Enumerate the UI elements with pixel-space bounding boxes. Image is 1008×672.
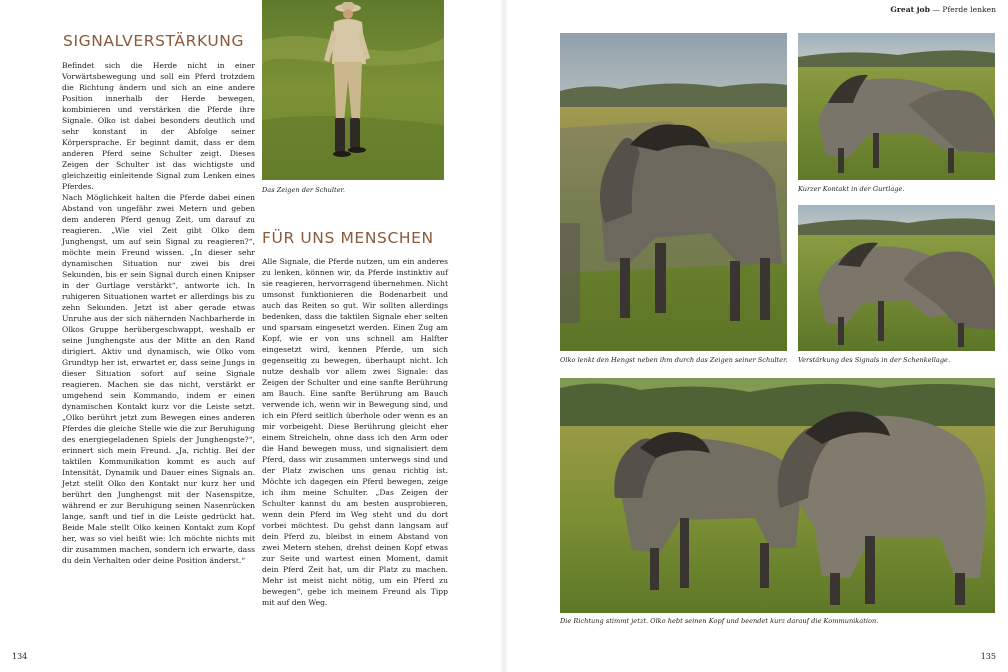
text-column-2 — [262, 256, 448, 608]
photo-olko-leading-stallion — [560, 33, 787, 351]
caption-shoulder: Das Zeigen der Schulter. — [262, 186, 346, 194]
caption-photo3: Verstärkung des Signals in der Schenkellage. — [798, 356, 951, 364]
running-header — [890, 5, 996, 14]
photo-reinforce-flank — [798, 205, 995, 351]
header-chapter: Pferde lenken — [942, 5, 996, 14]
caption-photo1: Olko lenkt den Hengst neben ihm durch das Zeigen seiner Schulter. — [560, 356, 788, 364]
caption-photo4: Die Richtung stimmt jetzt. Olko hebt seinen Kopf und beendet kurz darauf die Kommunikation. — [560, 617, 879, 625]
header-separator: — — [932, 5, 940, 14]
text-column-1 — [62, 60, 255, 566]
page-number-left: 134 — [12, 652, 28, 661]
book-gutter — [500, 0, 508, 672]
photo-man-showing-shoulder — [262, 0, 444, 180]
paragraph: Befindet sich die Herde nicht in einer Vorwärtsbewegung und soll ein Pferd trotzdem die Richtung ändern und sich an eine andere Position innerhalb der Herde bewegen, kombinieren und verstärken die Pferde ihre Signale. Olko ist dabei besonders deutlich und sehr konstant in der Abfolge seiner Körpersprache. Er beginnt damit, dass er dem anderen Pferd seine Schulter zeigt. Dieses Zeigen der Schulter ist das wichtigste und gleichzeitig einleitende Signal zum Lenken eines Pferdes. — [62, 61, 255, 191]
paragraph: Alle Signale, die Pferde nutzen, um ein anderes zu lenken, können wir, da Pferde instinktiv auf sie reagieren, hervorragend übernehmen. Nicht umsonst funktionieren die Bodenarbeit und auch das Reiten so gut. Wir sollten allerdings bedenken, dass die taktilen Signale eher selten und sparsam eingesetzt werden. Einen Zug am Kopf, wie er von uns schnell am Halfter eingesetzt wird, kennen Pferde, um sich gegenseitig zu bewegen, überhaupt nicht. Ich nutze deshalb vor allem zwei Signale: das Zeigen der Schulter und eine sanfte Berührung am Bauch. Eine sanfte Berührung am Bauch verwende ich, wenn wir in Bewegung sind, und ich ein Pferd seitlich überhole oder wenn es an mir vorbeigeht. Diese Berührung gleicht eher einem Streicheln, ohne dass ich den Arm oder die Hand bewegen muss, und signalisiert dem Pferd, dass wir zusammen unterwegs sind und der Platz zwischen uns genau richtig ist. Möchte ich dagegen ein Pferd bewegen, zeige ich ihm meine Schulter. „Das Zeigen der Schulter kannst du am besten ausprobieren, wenn dein Pferd im Weg steht und du dort vorbei möchtest. Du gehst dann langsam auf dein Pferd zu, bleibst in einem Abstand von zwei Metern stehen, drehst deinen Kopf etwas zur Seite und wartest einen Moment, damit dein Pferd Zeit hat, um dir Platz zu machen. Mehr ist meist nicht nötig, um ein Pferd zu bewegen“, gebe ich meinem Freund als Tipp mit auf den Weg. — [262, 257, 448, 607]
heading-fuer-uns-menschen: FÜR UNS MENSCHEN — [262, 229, 434, 247]
header-section: Great job — [890, 5, 930, 14]
photo-contact-girth — [798, 33, 995, 180]
page-number-right: 135 — [980, 652, 996, 661]
caption-photo2: Kurzer Kontakt in der Gurtlage. — [798, 185, 905, 193]
heading-signalverstaerkung: SIGNALVERSTÄRKUNG — [63, 32, 245, 50]
photo-direction-correct — [560, 378, 995, 613]
paragraph: Nach Möglichkeit halten die Pferde dabei einen Abstand von ungefähr zwei Metern und geben dem anderen Pferd genug Zeit, um darauf zu reagieren. „Wie viel Zeit gibt Olko dem Junghengst, um auf sein Signal zu reagieren?“, möchte mein Freund wissen. „In dieser sehr dynamischen Situation nur zwei bis drei Sekunden, bis er sein Signal durch einen Knipser in der Gurtlage verstärkt“, antworte ich. In ruhigeren Situationen wartet er allerdings bis zu zehn Sekunden. Jetzt ist aber gerade etwas Unruhe aus der sich nähernden Nachbarherde in Olkos Gruppe herübergeschwappt, weshalb er seine Junghengste aus der Mitte an den Rand dirigiert. Aktiv und dynamisch, wie Olko vom Grundtyp her ist, erwartet er, dass seine Jungs in dieser Situation sofort auf seine Signale reagieren. Machen sie das nicht, verstärkt er umgehend sein Kommando, indem er einen dynamischen Kontakt kurz vor die Leiste setzt. „Olko berührt jetzt zum Bewegen eines anderen Pferdes die gleiche Stelle wie die zur Beruhigung des energiegeladenen Spiels der Junghengste?“, erinnert sich mein Freund. „Ja, richtig. Bei der taktilen Kommunikation kommt es auch auf Intensität, Dynamik und Dauer eines Signals an. Jetzt stellt Olko den Kontakt nur kurz her und berührt den Junghengst mit der Nasenspitze, während er zur Beruhigung seinen Nasenrücken lange, sanft und tief in die Leiste gedrückt hat. Beide Male stellt Olko keinen Kontakt zum Kopf her, was so viel heißt wie: Ich möchte nichts mit dir zusammen machen, sondern ich erwarte, dass du dein Verhalten oder deine Position änderst.“ — [62, 193, 255, 565]
